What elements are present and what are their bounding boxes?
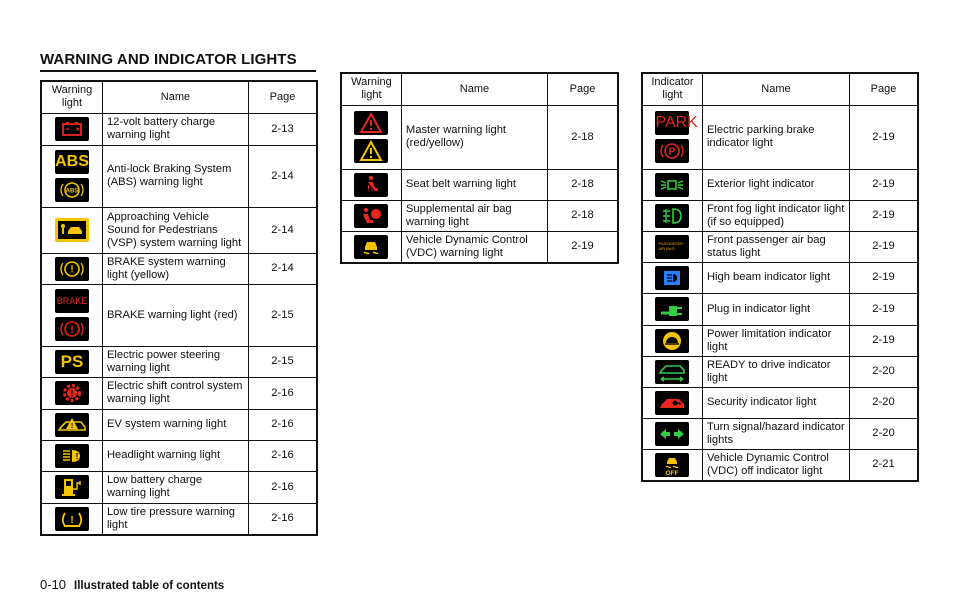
row-page: 2-18 bbox=[547, 169, 618, 200]
column-header-warning-light: Warning light bbox=[41, 81, 102, 113]
row-name: Turn signal/hazard indicator lights bbox=[702, 418, 849, 449]
row-name: Low battery charge warning light bbox=[102, 471, 248, 503]
table-row bbox=[642, 262, 918, 293]
row-page: 2-19 bbox=[850, 105, 919, 169]
park-text-icon: PARK bbox=[655, 111, 689, 135]
row-page: 2-15 bbox=[248, 346, 317, 377]
table-row bbox=[41, 253, 317, 284]
table-row bbox=[41, 284, 317, 346]
row-name: Electric parking brake indicator light bbox=[702, 105, 849, 169]
table-row bbox=[642, 105, 918, 169]
column-header-indicator-light: Indicator light bbox=[642, 73, 702, 105]
column-header-warning-light: Warning light bbox=[341, 73, 401, 105]
table-row bbox=[642, 200, 918, 231]
row-page: 2-19 bbox=[850, 325, 919, 356]
row-name: Front passenger air bag status light bbox=[702, 231, 849, 262]
row-name: Vehicle Dynamic Control (VDC) warning light bbox=[401, 231, 547, 263]
table-row bbox=[642, 231, 918, 262]
brake-circle-red-icon bbox=[55, 317, 89, 341]
row-name: Low tire pressure warning light bbox=[102, 503, 248, 535]
row-name: Anti-lock Braking System (ABS) warning light bbox=[102, 145, 248, 207]
row-page: 2-18 bbox=[547, 105, 618, 169]
ready-car-icon bbox=[655, 360, 689, 384]
row-name: EV system warning light bbox=[102, 409, 248, 440]
security-car-icon bbox=[655, 391, 689, 415]
row-name: BRAKE warning light (red) bbox=[102, 284, 248, 346]
page-title: WARNING AND INDICATOR LIGHTS bbox=[40, 51, 316, 72]
row-name: Seat belt warning light bbox=[401, 169, 547, 200]
vsp-icon bbox=[55, 218, 89, 242]
table-row bbox=[642, 293, 918, 325]
turtle-icon bbox=[655, 329, 689, 353]
table-row bbox=[642, 325, 918, 356]
row-name: Front fog light indicator light (if so equipped) bbox=[702, 200, 849, 231]
svg-text:!: ! bbox=[70, 324, 74, 336]
warning-lights-table-1 bbox=[40, 80, 318, 536]
parking-p-icon bbox=[655, 139, 689, 163]
table-row bbox=[341, 200, 618, 231]
row-name: 12-volt battery charge warning light bbox=[102, 113, 248, 145]
page-footer bbox=[40, 577, 224, 592]
abs-circle-icon bbox=[55, 178, 89, 202]
table-row bbox=[642, 449, 918, 481]
table-row bbox=[41, 207, 317, 253]
row-name: Headlight warning light bbox=[102, 440, 248, 471]
exterior-light-icon bbox=[655, 173, 689, 197]
vdc-off-icon bbox=[655, 453, 689, 477]
column-header-page: Page bbox=[547, 73, 618, 105]
column-header-page: Page bbox=[248, 81, 317, 113]
plug-in-icon bbox=[655, 297, 689, 321]
seat-belt-icon bbox=[354, 173, 388, 197]
row-name: Security indicator light bbox=[702, 387, 849, 418]
svg-text:ABS: ABS bbox=[65, 188, 79, 195]
table-row bbox=[41, 377, 317, 409]
headlight-icon bbox=[55, 444, 89, 468]
table-row bbox=[642, 169, 918, 200]
indicator-lights-table bbox=[641, 72, 919, 482]
column-header-name: Name bbox=[102, 81, 248, 113]
row-page: 2-18 bbox=[547, 200, 618, 231]
row-name: Electric power steering warning light bbox=[102, 346, 248, 377]
row-page: 2-14 bbox=[248, 253, 317, 284]
table-row bbox=[41, 113, 317, 145]
table-row bbox=[41, 346, 317, 377]
row-page: 2-13 bbox=[248, 113, 317, 145]
row-page: 2-16 bbox=[248, 377, 317, 409]
row-page: 2-19 bbox=[850, 293, 919, 325]
row-page: 2-19 bbox=[547, 231, 618, 263]
parking-p-letter: P bbox=[669, 146, 676, 158]
table-row bbox=[642, 356, 918, 387]
row-name: High beam indicator light bbox=[702, 262, 849, 293]
row-page: 2-19 bbox=[850, 169, 919, 200]
page-number: 0-10 bbox=[40, 577, 67, 592]
column-header-name: Name bbox=[702, 73, 849, 105]
svg-text:!: ! bbox=[70, 388, 74, 399]
brake-circle-yellow-icon bbox=[55, 257, 89, 281]
svg-text:!: ! bbox=[75, 451, 79, 461]
table-row bbox=[41, 503, 317, 535]
row-page: 2-19 bbox=[850, 262, 919, 293]
row-page: 2-16 bbox=[248, 440, 317, 471]
table-row bbox=[41, 145, 317, 207]
row-page: 2-14 bbox=[248, 145, 317, 207]
row-name: Electric shift control system warning light bbox=[102, 377, 248, 409]
fog-light-icon bbox=[655, 204, 689, 228]
svg-text:!: ! bbox=[70, 514, 74, 526]
row-name: Supplemental air bag warning light bbox=[401, 200, 547, 231]
vdc-off-label: OFF bbox=[665, 469, 679, 477]
row-page: 2-20 bbox=[850, 387, 919, 418]
row-page: 2-16 bbox=[248, 503, 317, 535]
row-name: Vehicle Dynamic Control (VDC) off indicator light bbox=[702, 449, 849, 481]
high-beam-icon bbox=[655, 266, 689, 290]
ps-icon: PS bbox=[55, 350, 89, 374]
ev-system-icon bbox=[55, 413, 89, 437]
table-row bbox=[41, 440, 317, 471]
master-warning-red-icon bbox=[354, 111, 388, 135]
row-name: Plug in indicator light bbox=[702, 293, 849, 325]
table-row bbox=[642, 387, 918, 418]
passenger-airbag-line2: AIR BAG bbox=[658, 245, 675, 251]
row-name: Approaching Vehicle Sound for Pedestrians (VSP) system warning light bbox=[102, 207, 248, 253]
vdc-icon bbox=[354, 235, 388, 259]
row-page: 2-20 bbox=[850, 418, 919, 449]
abs-text-icon: ABS bbox=[55, 150, 89, 174]
row-name: BRAKE system warning light (yellow) bbox=[102, 253, 248, 284]
tire-pressure-icon bbox=[55, 507, 89, 531]
row-page: 2-16 bbox=[248, 471, 317, 503]
turn-signal-icon bbox=[655, 422, 689, 446]
column-header-page: Page bbox=[850, 73, 919, 105]
row-page: 2-19 bbox=[850, 231, 919, 262]
row-page: 2-15 bbox=[248, 284, 317, 346]
row-name: Exterior light indicator bbox=[702, 169, 849, 200]
row-page: 2-21 bbox=[850, 449, 919, 481]
svg-text:!: ! bbox=[70, 422, 74, 430]
passenger-airbag-line1: PASSENGER bbox=[658, 240, 684, 246]
row-page: 2-14 bbox=[248, 207, 317, 253]
battery-icon bbox=[55, 117, 89, 141]
section-title: Illustrated table of contents bbox=[74, 580, 225, 592]
table-row bbox=[41, 409, 317, 440]
row-page: 2-19 bbox=[850, 200, 919, 231]
air-bag-icon bbox=[354, 204, 388, 228]
row-page: 2-20 bbox=[850, 356, 919, 387]
warning-lights-table-2 bbox=[340, 72, 619, 264]
table-row bbox=[341, 231, 618, 263]
table-row bbox=[341, 105, 618, 169]
shift-gear-icon bbox=[55, 381, 89, 405]
row-name: READY to drive indicator light bbox=[702, 356, 849, 387]
table-row bbox=[642, 418, 918, 449]
row-name: Power limitation indicator light bbox=[702, 325, 849, 356]
brake-text-icon: BRAKE bbox=[55, 289, 89, 313]
passenger-airbag-icon bbox=[655, 235, 689, 259]
column-header-name: Name bbox=[401, 73, 547, 105]
row-name: Master warning light (red/yellow) bbox=[401, 105, 547, 169]
table-row bbox=[41, 471, 317, 503]
master-warning-yellow-icon bbox=[354, 139, 388, 163]
svg-text:!: ! bbox=[70, 264, 74, 275]
low-charge-icon bbox=[55, 475, 89, 499]
table-row bbox=[341, 169, 618, 200]
row-page: 2-16 bbox=[248, 409, 317, 440]
